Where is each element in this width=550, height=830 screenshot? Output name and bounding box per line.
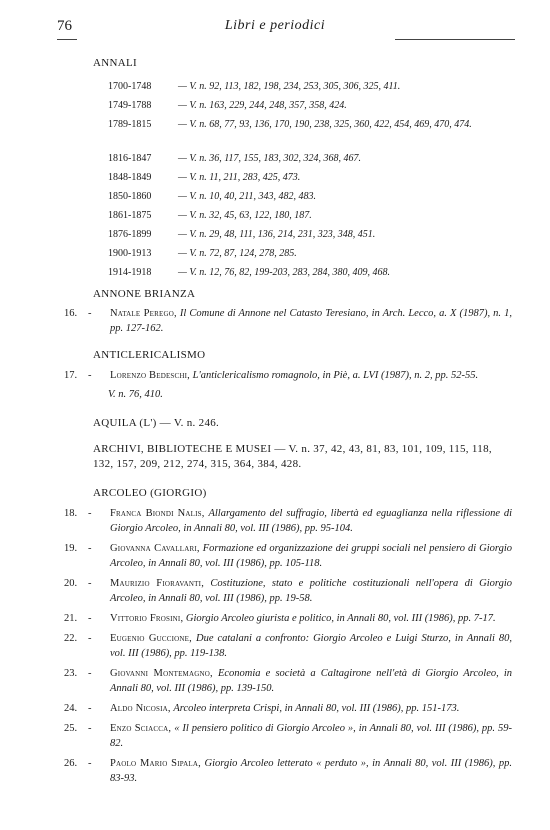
entry-dash: -: [88, 508, 92, 519]
bibliography-entry: [64, 666, 513, 696]
entry-dash: -: [88, 758, 92, 769]
entry-text: Costituzione, stato e politiche costituzionali nell'opera di Giorgio Arcoleo, in Annali 80, vol. III (1986), pp. 19-58.: [110, 578, 513, 604]
year-range: 1876-1899: [108, 229, 152, 240]
entry-text: Giorgio Arcoleo giurista e politico, in Annali 80, vol. III (1986), pp. 7-17.: [185, 613, 496, 624]
entry-text: Giorgio Arcoleo letterato « perduto », in Annali 80, vol. III (1986), pp. 83-93.: [110, 758, 512, 784]
header-rule-left: [57, 39, 77, 40]
bibliography-entry: [64, 306, 512, 336]
bibliography-entry: [64, 631, 513, 661]
page-number: 76: [57, 18, 72, 34]
entry-dash: -: [88, 308, 92, 319]
entry-number: 16.: [64, 308, 78, 319]
year-range: 1850-1860: [108, 191, 152, 202]
entry-dash: -: [88, 633, 92, 644]
annali-row: [108, 80, 550, 99]
header-rule-right: [395, 39, 515, 40]
entry-author: Aldo Nicosia,: [110, 703, 171, 714]
cross-reference: — V. n. 12, 76, 82, 199-203, 283, 284, 380, 409, 468.: [178, 267, 391, 278]
entry-author: Giovanna Cavallari,: [110, 543, 200, 554]
entry-number: 20.: [64, 578, 78, 589]
entry-number: 17.: [64, 370, 78, 381]
year-range: 1700-1748: [108, 81, 152, 92]
year-range: 1914-1918: [108, 267, 152, 278]
entry-text: Arcoleo interpreta Crispi, in Annali 80, vol. III (1986), pp. 151-173.: [173, 703, 460, 714]
cross-reference: — V. n. 68, 77, 93, 136, 170, 190, 238, 325, 360, 422, 454, 469, 470, 474.: [178, 119, 472, 130]
bibliography-entry: [64, 368, 512, 383]
entry-number: 24.: [64, 703, 78, 714]
bibliography-entry: [64, 701, 512, 716]
entry-text: « Il pensiero politico di Giorgio Arcoleo », in Annali 80, vol. III (1986), pp. 59-82.: [110, 723, 512, 749]
cross-reference: — V. n. 32, 45, 63, 122, 180, 187.: [178, 210, 312, 221]
entry-number: 26.: [64, 758, 78, 769]
entry-number: 23.: [64, 668, 78, 679]
entry-dash: -: [88, 703, 92, 714]
entry-dash: -: [88, 578, 92, 589]
entry-text: Formazione ed organizzazione dei gruppi sociali nel pensiero di Giorgio Arcoleo, in Annali 80, vol. III (1986), pp. 105-118.: [110, 543, 512, 569]
entry-number: 18.: [64, 508, 78, 519]
annali-row: [108, 266, 550, 285]
entry-author: Maurizio Fioravanti,: [110, 578, 205, 589]
section-heading-annone: ANNONE BRIANZA: [93, 288, 196, 300]
year-range: 1816-1847: [108, 153, 152, 164]
entry-number: 19.: [64, 543, 78, 554]
year-range: 1749-1788: [108, 100, 152, 111]
entry-author: Giovanni Montemagno,: [110, 668, 213, 679]
annali-row: [108, 228, 550, 247]
year-range: 1789-1815: [108, 119, 152, 130]
section-heading-arcoleo: ARCOLEO (GIORGIO): [93, 487, 207, 499]
running-title: Libri e periodici: [224, 18, 326, 33]
cross-reference: — V. n. 11, 211, 283, 425, 473.: [178, 172, 301, 183]
entry-dash: -: [88, 723, 92, 734]
cross-reference: — V. n. 92, 113, 182, 198, 234, 253, 305, 306, 325, 411.: [178, 81, 401, 92]
bibliography-entry: [64, 576, 513, 606]
section-heading-aquila: AQUILA (L') — V. n. 246.: [93, 417, 220, 429]
entry-author: Paolo Mario Sipala,: [110, 758, 201, 769]
bibliography-entry: [64, 506, 513, 536]
cross-reference: — V. n. 10, 40, 211, 343, 482, 483.: [178, 191, 316, 202]
see-also-reference: V. n. 76, 410.: [108, 389, 163, 400]
year-range: 1848-1849: [108, 172, 152, 183]
entry-number: 21.: [64, 613, 78, 624]
entry-author: Franca Biondi Nalis,: [110, 508, 205, 519]
entry-dash: -: [88, 543, 92, 554]
entry-author: Lorenzo Bedeschi,: [110, 370, 191, 381]
index-content: [0, 56, 550, 791]
annali-row: [108, 209, 550, 228]
annali-row: [108, 171, 550, 190]
entry-text: Il Comune di Annone nel Catasto Teresiano, in Arch. Lecco, a. X (1987), n. 1, pp. 127-162.: [110, 308, 512, 334]
bibliography-entry: [64, 541, 512, 571]
cross-reference: — V. n. 36, 117, 155, 183, 302, 324, 368, 467.: [178, 153, 361, 164]
annali-row: [108, 152, 550, 171]
entry-text: Allargamento del suffragio, libertà ed eguaglianza nella riflessione di Giorgio Arcoleo, in Annali 80, vol. III (1986), pp. 95-104.: [110, 508, 513, 534]
bibliography-entry: [64, 721, 512, 751]
section-heading-archivi: ARCHIVI, BIBLIOTECHE E MUSEI — V. n. 37, 42, 43, 81, 83, 101, 109, 115, 118, 132, 157, 209, 212, 274, 315, 364, 384, 428.: [93, 443, 492, 470]
bibliography-entry: [64, 756, 512, 786]
annali-row: [108, 190, 550, 209]
entry-text: Economia e società a Caltagirone nell'età di Giorgio Arcoleo, in Annali 80, vol. III (1986), pp. 139-150.: [110, 668, 513, 694]
page-header: [0, 18, 550, 40]
annali-row: [108, 99, 550, 118]
arcoleo-entries: [0, 506, 550, 786]
annali-row: [108, 247, 550, 266]
entry-author: Enzo Sciacca,: [110, 723, 172, 734]
entry-dash: -: [88, 613, 92, 624]
annali-row: [108, 118, 550, 152]
entry-number: 22.: [64, 633, 78, 644]
cross-reference: — V. n. 163, 229, 244, 248, 357, 358, 424.: [178, 100, 347, 111]
year-range: 1900-1913: [108, 248, 152, 259]
cross-reference: — V. n. 72, 87, 124, 278, 285.: [178, 248, 297, 259]
cross-reference: — V. n. 29, 48, 111, 136, 214, 231, 323, 348, 451.: [178, 229, 376, 240]
entry-number: 25.: [64, 723, 78, 734]
entry-text: L'anticlericalismo romagnolo, in Piè, a. LVI (1987), n. 2, pp. 52-55.: [192, 370, 479, 381]
annali-list: [0, 80, 550, 285]
section-heading-annali: ANNALI: [93, 57, 137, 69]
entry-author: Natale Perego,: [110, 308, 177, 319]
bibliography-entry: [64, 611, 512, 626]
section-heading-anticlericalismo: ANTICLERICALISMO: [93, 349, 206, 361]
entry-author: Vittorio Frosini,: [110, 613, 184, 624]
entry-text: Due catalani a confronto: Giorgio Arcoleo e Luigi Sturzo, in Annali 80, vol. III (1986), pp. 119-138.: [110, 633, 513, 659]
year-range: 1861-1875: [108, 210, 152, 221]
entry-dash: -: [88, 370, 92, 381]
entry-dash: -: [88, 668, 92, 679]
entry-author: Eugenio Guccione,: [110, 633, 192, 644]
